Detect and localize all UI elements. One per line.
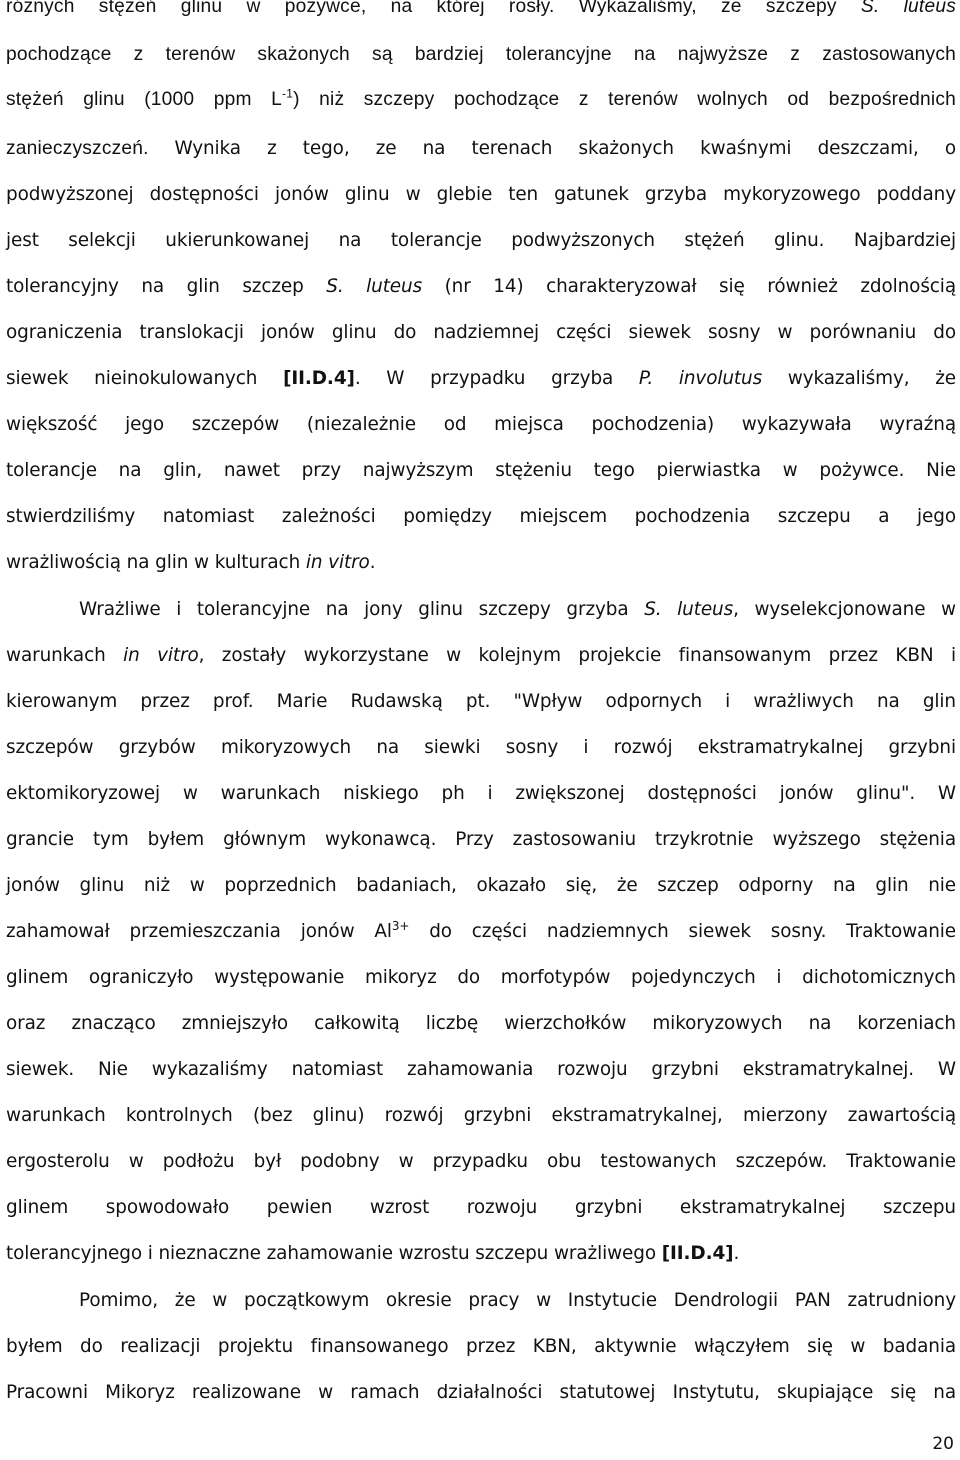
text-segment: zahamował przemieszczania jonów $Al^{3+}$ do części nadziemnych siewek sosny. Traktowanie xyxy=(6,918,956,942)
text-segment: szczepów grzybów mikoryzowych na siewki sosny i rozwój ekstramatrykalnej grzybni xyxy=(6,737,956,758)
text-segment: glinem spowodowało pewien wzrost rozwoju grzybni ekstramatrykalnej szczepu xyxy=(6,1197,956,1218)
text-segment: grancie tym byłem głównym wykonawcą. Przy zastosowaniu trzykrotnie wyższego stężenia xyxy=(6,829,956,850)
text-segment: ektomikoryzowej w warunkach niskiego ph i zwiększonej dostępności jonów glinu". W xyxy=(6,783,956,804)
text-segment: jest selekcji ukierunkowanej na tolerancje podwyższonych stężeń glinu. Najbardziej xyxy=(6,230,956,251)
text-segment: zanieczyszczeń. xyxy=(6,138,149,159)
text-segment: podwyższonej dostępności jonów glinu w glebie ten gatunek grzyba mykoryzowego poddany xyxy=(6,184,956,205)
text-segment: tolerancje na glin, nawet przy najwyższym stężeniu tego pierwiastka w pożywce. Nie xyxy=(6,460,956,481)
text-segment: tolerancyjnego i nieznaczne zahamowanie wzrostu szczepu wrażliwego [II.D.4]. xyxy=(6,1243,740,1264)
text-segment: jonów glinu niż w poprzednich badaniach, okazało się, że szczep odporny na glin nie xyxy=(6,875,956,896)
text-line xyxy=(6,322,956,343)
text-line xyxy=(6,1013,956,1034)
text-line xyxy=(6,918,956,942)
text-segment: większość jego szczepów (niezależnie od miejsca pochodzenia) wykazywała wyraźną xyxy=(6,414,956,435)
text-segment: Wynika z tego, ze na terenach skażonych kwaśnymi deszczami, o xyxy=(174,138,956,159)
text-line xyxy=(6,1151,956,1172)
text-segment: oraz znacząco zmniejszyło całkowitą liczbę wierzchołków mikoryzowych na korzeniach xyxy=(6,1013,956,1034)
text-line xyxy=(79,1290,956,1311)
text-segment: różnych stężeń glinu w pożywce, na której rosły. Wykazaliśmy, że szczepy S. luteus xyxy=(6,0,956,17)
text-line xyxy=(6,967,956,988)
text-segment: ograniczenia translokacji jonów glinu do nadziemnej części siewek sosny w porównaniu do xyxy=(6,322,956,343)
text-segment: stwierdziliśmy natomiast zależności pomiędzy miejscem pochodzenia szczepu a jego xyxy=(6,506,956,527)
text-line xyxy=(6,86,956,111)
text-line xyxy=(6,691,956,712)
text-line xyxy=(6,1382,956,1403)
text-line xyxy=(6,1059,956,1080)
text-line xyxy=(6,1336,956,1357)
text-segment: stężeń glinu (1000 ppm $L^{-1}$) niż szczepy pochodzące z terenów wolnych od bezpośrednich xyxy=(6,86,956,110)
text-segment: Pomimo, że w początkowym okresie pracy w Instytucie Dendrologii PAN zatrudniony xyxy=(79,1290,956,1311)
text-line xyxy=(6,460,956,481)
text-line xyxy=(6,1243,956,1264)
text-line xyxy=(6,783,956,804)
text-segment: warunkach in vitro, zostały wykorzystane w kolejnym projekcie finansowanym przez KBN i xyxy=(6,645,957,666)
text-line xyxy=(6,184,956,205)
text-line xyxy=(6,276,956,297)
text-segment: Wrażliwe i tolerancyjne na jony glinu szczepy grzyba S. luteus, wyselekcjonowane w xyxy=(79,599,956,620)
text-segment: byłem do realizacji projektu finansowanego przez KBN, aktywnie włączyłem się w badania xyxy=(6,1336,956,1357)
text-segment: pochodzące z terenów skażonych są bardziej tolerancyjne na najwyższe z zastosowanych xyxy=(6,44,956,65)
text-line xyxy=(6,506,956,527)
text-segment: tolerancyjny na glin szczep S. luteus (nr 14) charakteryzował się również zdolnością xyxy=(6,276,956,297)
text-segment: siewek. Nie wykazaliśmy natomiast zahamowania rozwoju grzybni ekstramatrykalnej. W xyxy=(6,1059,956,1080)
text-line xyxy=(6,230,956,251)
text-line xyxy=(6,875,956,896)
text-line xyxy=(6,737,956,758)
text-line xyxy=(6,138,956,160)
text-line xyxy=(6,829,956,850)
text-segment: ergosterolu w podłożu był podobny w przypadku obu testowanych szczepów. Traktowanie xyxy=(6,1151,956,1172)
text-line xyxy=(79,599,956,620)
text-segment: warunkach kontrolnych (bez glinu) rozwój grzybni ekstramatrykalnej, mierzony zawartością xyxy=(6,1105,956,1126)
text-segment: Pracowni Mikoryz realizowane w ramach działalności statutowej Instytutu, skupiające się na xyxy=(6,1382,956,1403)
text-segment: kierowanym przez prof. Marie Rudawską pt. "Wpływ odpornych i wrażliwych na glin xyxy=(6,691,956,712)
text-line xyxy=(6,1197,956,1218)
text-segment: siewek nieinokulowanych [II.D.4]. W przypadku grzyba P. involutus wykazaliśmy, że xyxy=(6,368,956,389)
text-segment: wrażliwością na glin w kulturach in vitro. xyxy=(6,552,376,573)
text-line xyxy=(6,44,956,66)
text-segment: glinem ograniczyło występowanie mikoryz do morfotypów pojedynczych i dichotomicznych xyxy=(6,967,956,988)
text-line xyxy=(6,1105,956,1126)
text-line xyxy=(6,0,956,18)
text-line xyxy=(6,645,956,666)
text-line xyxy=(6,552,956,573)
text-line xyxy=(6,414,956,435)
page-number: 20 xyxy=(932,1434,954,1454)
text-line xyxy=(6,368,956,389)
